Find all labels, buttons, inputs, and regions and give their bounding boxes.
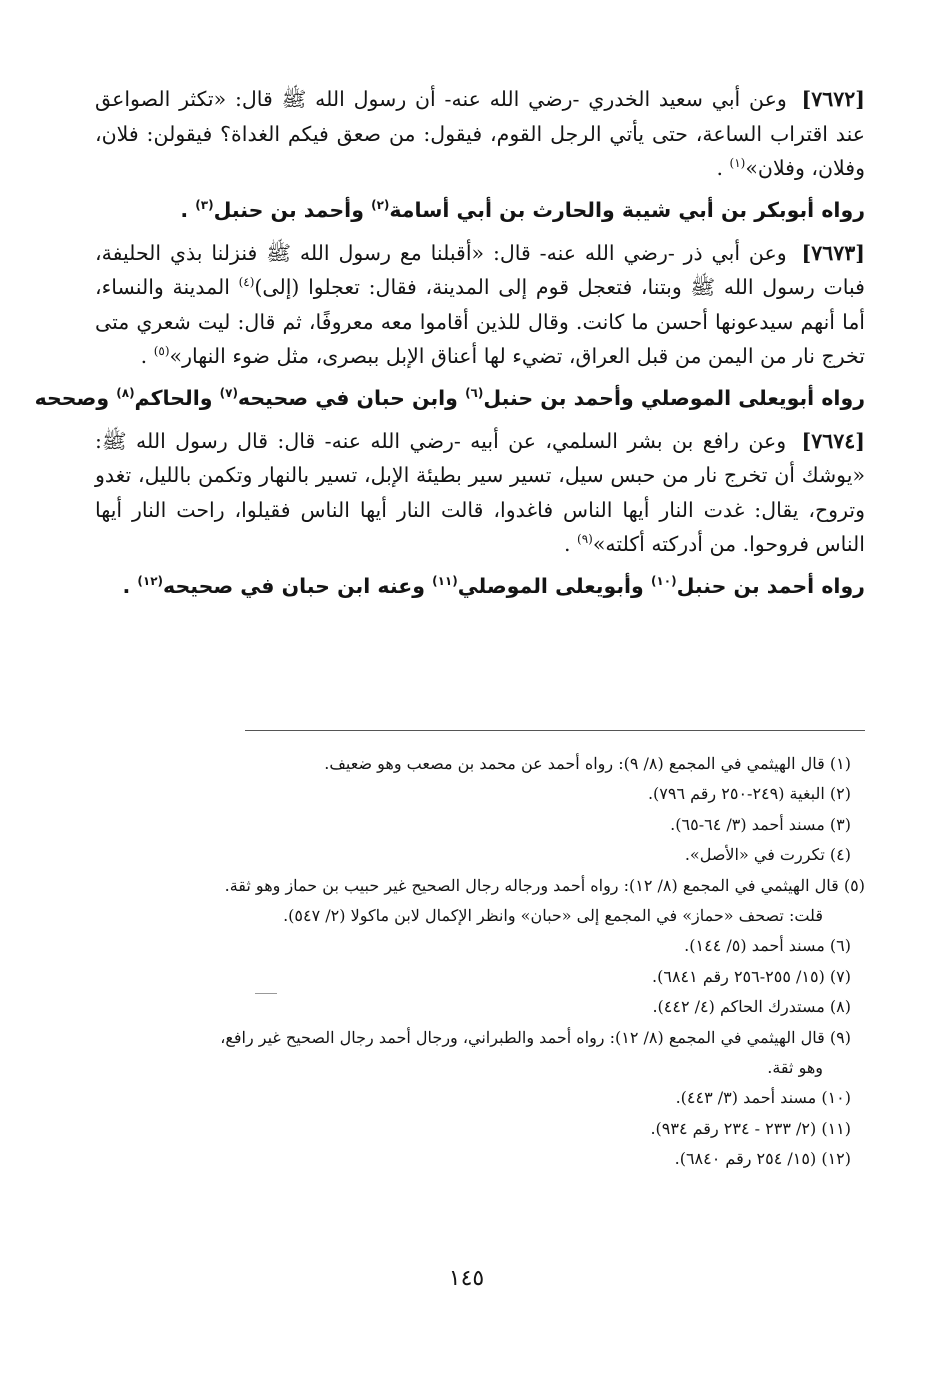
hadith-paragraph xyxy=(95,236,865,374)
footnote: (١٠) مسند أحمد (٣/ ٤٤٣). xyxy=(675,1088,851,1108)
hadith-paragraph xyxy=(95,82,865,186)
stray-mark xyxy=(255,993,277,994)
hadith-paragraph xyxy=(95,424,865,562)
footnote: (٩) قال الهيثمي في المجمع (٨/ ١٢): رواه أحمد والطبراني، ورجال أحمد رجال الصحيح غير رافع، xyxy=(220,1027,851,1047)
hadith-number: [٧٦٧٤] xyxy=(801,428,865,453)
main-text xyxy=(34,82,865,1169)
punctuation: . xyxy=(122,573,131,598)
narration-text: وأحمد بن حنبل xyxy=(213,197,364,222)
footnote: (١١) (٢/ ٢٣٣ - ٢٣٤ رقم ٩٣٤). xyxy=(650,1118,851,1138)
footnote-continuation: قلت: تصحف «حماز» في المجمع إلى «حبان» وانظر الإكمال لابن ماكولا (٢/ ٥٤٧). xyxy=(283,906,823,926)
footnote: (٧) (١٥/ ٢٥٥-٢٥٦ رقم ٦٨٤١). xyxy=(652,966,851,986)
narration-line xyxy=(95,568,865,604)
narration-text: وأبويعلى الموصلي xyxy=(457,573,644,598)
hadith-text: وعن رافع بن بشر السلمي، عن أبيه -رضي الله عنه- قال: قال رسول الله ﷺ: «يوشك أن تخرج نار من حبس سيل، تسير سير بطيئة الإبل، تسير بالنهار وتكمن بالليل، تغدو وتروح، يقال: غدت النار أيها الناس فاغدوا، قالت النار أيها الناس فقيلوا، راحت النار أيها الناس فروحوا. من أدركته أكلته» xyxy=(95,428,865,556)
footnote-marker[interactable]: (٥) xyxy=(153,344,170,359)
punctuation: . xyxy=(716,156,723,180)
footnote-marker[interactable]: (٩) xyxy=(577,532,593,547)
narration-text: رواه أبوبكر بن أبي شيبة والحارث بن أبي أسامة xyxy=(389,197,865,222)
footnote: (٤) تكررت في «الأصل». xyxy=(684,845,851,865)
punctuation: . xyxy=(563,532,571,556)
page-number: ١٤٥ xyxy=(448,1266,485,1291)
punctuation: . xyxy=(140,344,148,368)
footnote: (١) قال الهيثمي في المجمع (٨/ ٩): رواه أحمد عن محمد بن مصعب وهو ضعيف. xyxy=(324,754,851,773)
footnote-marker[interactable]: (٤) xyxy=(238,275,255,290)
footnote-marker[interactable]: (٨) xyxy=(116,385,135,400)
footnote: (٣) مسند أحمد (٣/ ٦٤-٦٥). xyxy=(670,814,851,834)
footnote: (١٢) (١٥/ ٢٥٤ رقم ٦٨٤٠). xyxy=(674,1149,851,1169)
footnote-marker[interactable]: (١١) xyxy=(432,573,458,588)
footnote: (٢) البغية (٢٤٩-٢٥٠ رقم ٧٩٦). xyxy=(647,784,851,804)
footnote-marker[interactable]: (٣) xyxy=(195,197,214,212)
footnote-marker[interactable]: (١٢) xyxy=(137,573,164,588)
footnote: (٨) مستدرك الحاكم (٤/ ٤٤٢). xyxy=(652,997,851,1017)
footnote-separator xyxy=(245,730,865,731)
narration-text: والحاكم xyxy=(134,385,213,410)
footnote-continuation: وهو ثقة. xyxy=(767,1058,823,1078)
punctuation: . xyxy=(180,197,189,222)
footnote-marker[interactable]: (١) xyxy=(729,156,746,171)
hadith-text: وعن أبي ذر -رضي الله عنه- قال: «أقبلنا مع رسول الله ﷺ فنزلنا بذي الحليفة، فبات رسول الله ﷺ وبتنا، فتعجل قوم إلى المدينة، فقال: تعجلوا (إلى) xyxy=(95,240,865,299)
hadith-number: [٧٦٧٢] xyxy=(801,87,865,111)
hadith-text: المدينة والنساء، أما أنهم سيدعونها أحسن ما كانت. وقال للذين أقاموا معه معروفًا، ثم قال: ليت شعري متى تخرج نار من اليمن من قبل العراق، تضيء لها أعناق الإبل ببصرى، مثل ضوء النهار» xyxy=(95,275,865,368)
narration-text: رواه أبويعلى الموصلي وأحمد بن حنبل xyxy=(483,385,865,410)
footnote-marker[interactable]: (٦) xyxy=(465,385,484,400)
footnotes xyxy=(95,749,865,1175)
narration-text: وعنه ابن حبان في صحيحه xyxy=(163,573,425,598)
narration-text: وابن حبان في صحيحه xyxy=(237,385,458,410)
footnote: (٦) مسند أحمد (٥/ ١٤٤). xyxy=(684,936,851,956)
footnote-marker[interactable]: (٢) xyxy=(371,197,390,212)
hadith-number: [٧٦٧٣] xyxy=(801,240,865,265)
footnote-marker[interactable]: (٧) xyxy=(219,385,238,400)
narration-line xyxy=(34,380,865,416)
footnote-marker[interactable]: (١٠) xyxy=(650,573,677,588)
footnote: (٥) قال الهيثمي في المجمع (٨/ ١٢): رواه أحمد ورجاله رجال الصحيح غير حبيب بن حماز وهو ثقة. xyxy=(224,875,865,895)
narration-text: وصححه xyxy=(34,385,110,410)
hadith-text: وعن أبي سعيد الخدري -رضي الله عنه- أن رسول الله ﷺ قال: «تكثر الصواعق عند اقتراب الساعة، حتى يأتي الرجل القوم، فيقول: من صعق فيكم الغداة؟ فيقولن: فلان، وفلان، وفلان» xyxy=(95,87,865,180)
narration-text: رواه أحمد بن حنبل xyxy=(676,573,865,598)
narration-line xyxy=(95,192,865,228)
